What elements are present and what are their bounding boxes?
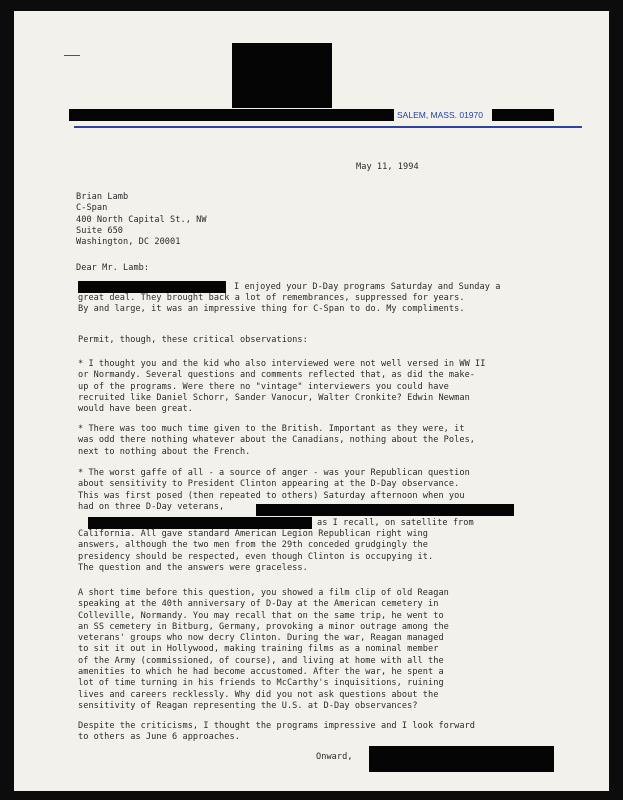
- salutation: Dear Mr. Lamb:: [76, 263, 150, 273]
- closing: Onward,: [316, 752, 353, 762]
- para3-line: lives and careers recklessly. Why did you not ask questions about the: [78, 689, 439, 700]
- para3-line: Colleville, Normandy. You may recall that on the same trip, he went to: [78, 610, 444, 621]
- letterhead-rule: [74, 126, 582, 128]
- redaction-letterhead-name: [232, 43, 332, 108]
- paragraph-1: [78, 293, 465, 316]
- para1-line: By and large, it was an impressive thing for C-Span to do. My compliments.: [78, 304, 465, 315]
- para3-line: an SS cemetery in Bitburg, Germany, provoking a minor outrage among the: [78, 621, 449, 632]
- para3-line: lot of time turning in his friends to McCarthy's inquisitions, ruining: [78, 678, 444, 689]
- para1-line: great deal. They brought back a lot of remembrances, suppressed for years.: [78, 293, 465, 303]
- bullet3-line: * The worst gaffe of all - a source of anger - was your Republican question: [78, 468, 470, 478]
- corner-mark: [64, 55, 80, 56]
- recipient-line: Suite 650: [76, 225, 124, 236]
- para3-line: to sit it out in Hollywood, making training films as a nominal member: [78, 644, 439, 655]
- paragraph-3: [78, 588, 449, 712]
- bullet1-line: up of the programs. Were there no "vintage" interviewers you could have: [78, 381, 449, 392]
- bullet3-line: California. All gave standard American Legion Republican right wing: [78, 529, 428, 539]
- bullet3-line: had on three D-Day veterans,: [78, 501, 225, 512]
- bullet3-line: The question and the answers were graceless.: [78, 562, 308, 573]
- bullet1-line: recruited like Daniel Schorr, Sander Vanocur, Walter Cronkite? Edwin Newman: [78, 392, 470, 403]
- redaction-letterhead-phone: [492, 109, 554, 121]
- bullet1-line: or Normandy. Several questions and comments reflected that, as did the make-: [78, 370, 476, 381]
- recipient-line: C-Span: [76, 203, 108, 214]
- bullet3-line: as I recall, on satellite from: [317, 518, 474, 528]
- redaction-signature: [369, 746, 554, 772]
- letter-date: May 11, 1994: [356, 162, 419, 172]
- recipient-line: Washington, DC 20001: [76, 237, 181, 248]
- para3-line: speaking at the 40th anniversary of D-Day at the American cemetery in: [78, 599, 439, 610]
- letter-page: [14, 11, 609, 791]
- bullet1-line: would have been great.: [78, 404, 193, 415]
- para3-line: amenities to which he had become accustomed. After the war, he spent a: [78, 667, 444, 678]
- bullet2-line: * There was too much time given to the British. Important as they were, it: [78, 424, 465, 434]
- bullet3-line: This was first posed (then repeated to others) Saturday afternoon when you: [78, 490, 465, 501]
- redaction-veterans-1: [256, 504, 514, 516]
- para3-line: of the Army (commissioned, of course), and living at home with all the: [78, 655, 444, 666]
- bullet-2: [78, 424, 475, 458]
- paragraph-4: [78, 721, 475, 744]
- bullet2-line: was odd there nothing whatever about the Canadians, nothing about the Poles,: [78, 435, 476, 446]
- bullet-3-continued: [78, 529, 433, 574]
- recipient-line: 400 North Capital St., NW: [76, 214, 207, 225]
- para4-line: to others as June 6 approaches.: [78, 732, 240, 743]
- recipient-line: Brian Lamb: [76, 192, 129, 202]
- redaction-para1: [78, 281, 226, 293]
- redaction-letterhead-street: [69, 109, 394, 121]
- bullet2-line: next to nothing about the French.: [78, 446, 251, 457]
- para3-line: veterans' groups who now decry Clinton. During the war, Reagan managed: [78, 633, 444, 644]
- para3-line: sensitivity of Reagan representing the U.S. at D-Day observances?: [78, 700, 418, 711]
- redaction-veterans-2: [88, 517, 312, 529]
- paragraph-2: Permit, though, these critical observations:: [78, 335, 308, 345]
- bullet1-line: * I thought you and the kid who also interviewed were not well versed in WW II: [78, 359, 486, 369]
- recipient-address: [76, 192, 207, 248]
- para4-line: Despite the criticisms, I thought the programs impressive and I look forward: [78, 721, 476, 731]
- bullet3-line: answers, although the two men from the 29th conceded grudgingly the: [78, 540, 428, 551]
- bullet-1: [78, 359, 485, 415]
- para1-line: I enjoyed your D-Day programs Saturday and Sunday a: [234, 282, 501, 292]
- bullet3-line: about sensitivity to President Clinton appearing at the D-Day observance.: [78, 479, 460, 490]
- letterhead-address: SALEM, MASS. 01970: [397, 110, 483, 120]
- para3-line: A short time before this question, you showed a film clip of old Reagan: [78, 588, 449, 598]
- bullet3-line: presidency should be respected, even though Clinton is occupying it.: [78, 551, 434, 562]
